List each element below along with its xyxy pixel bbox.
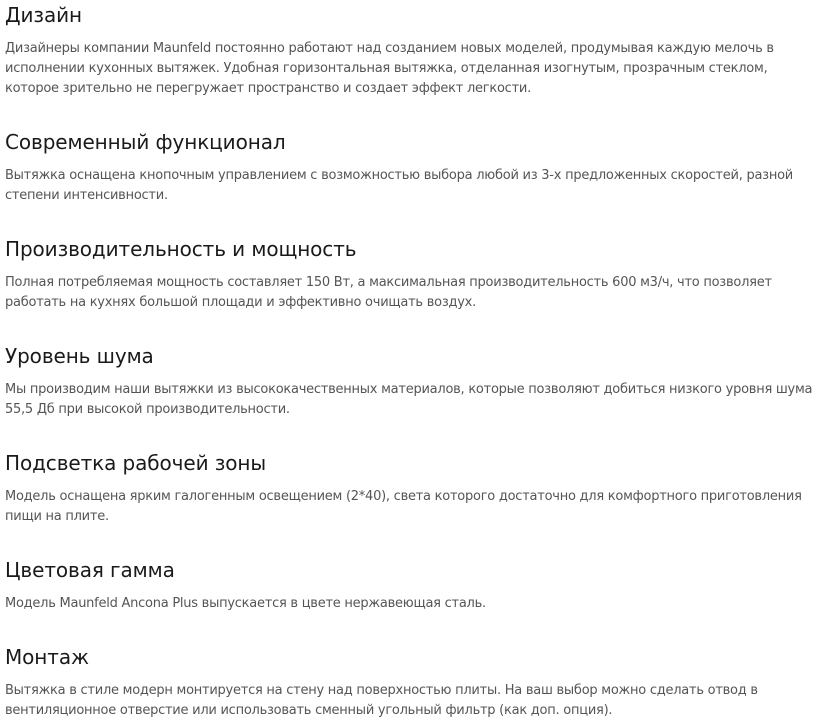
section-heading: Современный функционал [5, 130, 286, 154]
section-functionality [5, 129, 821, 203]
section-text: Вытяжка в стиле модерн монтируется на стену над поверхностью плиты. На ваш выбор можно сделать отвод в вентиляционное отверстие или использовать сменный угольный фильтр (как доп. опция). [5, 683, 758, 718]
section-performance [5, 236, 821, 310]
section-text: Дизайнеры компании Maunfeld постоянно работают над созданием новых моделей, продумывая каждую мелочь в исполнении кухонных вытяжек. Удобная горизонтальная вытяжка, отделанная изогнутым, прозрачным стеклом, которое зрительно не перегружает пространство и создает эффект легкости. [5, 41, 774, 96]
section-text: Полная потребляемая мощность составляет 150 Вт, а максимальная производительность 600 м3/ч, что позволяет работать на кухнях большой площади и эффективно очищать воздух. [5, 275, 772, 310]
section-text: Мы производим наши вытяжки из высококачественных материалов, которые позволяют добиться низкого уровня шума 55,5 Дб при высокой производительности. [5, 382, 813, 417]
section-heading: Дизайн [5, 3, 82, 27]
section-heading: Уровень шума [5, 344, 154, 368]
section-heading: Подсветка рабочей зоны [5, 451, 267, 475]
section-design [5, 2, 821, 96]
section-text: Модель Maunfeld Ancona Plus выпускается в цвете нержавеющая сталь. [5, 596, 486, 611]
section-text: Модель оснащена ярким галогенным освещением (2*40), света которого достаточно для комфортного приготовления пищи на плите. [5, 489, 802, 524]
section-lighting [5, 450, 821, 524]
section-heading: Производительность и мощность [5, 237, 357, 261]
section-text: Вытяжка оснащена кнопочным управлением с возможностью выбора любой из 3-х предложенных скоростей, разной степени интенсивности. [5, 168, 793, 203]
section-noise-level [5, 343, 821, 417]
section-heading: Цветовая гамма [5, 558, 175, 582]
section-installation [5, 644, 821, 718]
section-color [5, 557, 821, 611]
section-heading: Монтаж [5, 645, 89, 669]
